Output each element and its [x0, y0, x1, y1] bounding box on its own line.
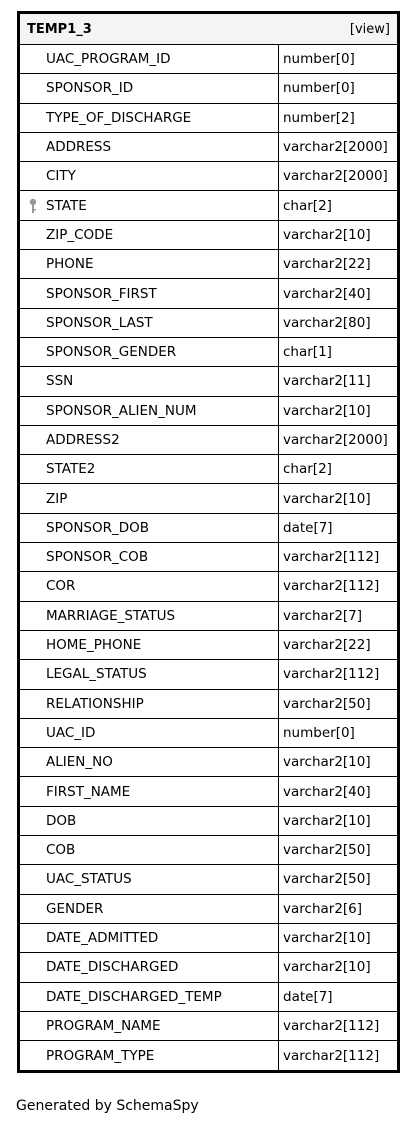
- column-name: CITY: [46, 168, 76, 185]
- column-row: [20, 895, 397, 924]
- column-name: UAC_STATUS: [46, 871, 132, 888]
- column-name-cell: [20, 924, 279, 952]
- column-type: varchar2[10]: [283, 490, 371, 507]
- column-name: SPONSOR_DOB: [46, 519, 150, 536]
- column-type: date[7]: [283, 519, 333, 536]
- entity-title: TEMP1_3: [27, 21, 92, 37]
- column-name-cell: [20, 690, 279, 718]
- column-name: UAC_ID: [46, 724, 96, 741]
- column-type: varchar2[10]: [283, 930, 371, 947]
- column-row: [20, 309, 397, 338]
- column-name-cell: [20, 309, 279, 337]
- footer-generated-by: Generated by SchemaSpy: [16, 1098, 199, 1114]
- column-name-cell: [20, 602, 279, 630]
- column-name-cell: [20, 631, 279, 659]
- column-row: [20, 133, 397, 162]
- column-row: [20, 74, 397, 103]
- column-row: [20, 162, 397, 191]
- column-name-cell: [20, 953, 279, 981]
- column-type: varchar2[10]: [283, 402, 371, 419]
- column-type: number[0]: [283, 724, 355, 741]
- column-type: date[7]: [283, 988, 333, 1005]
- column-type: varchar2[40]: [283, 783, 371, 800]
- column-type: varchar2[112]: [283, 1017, 380, 1034]
- column-type: varchar2[6]: [283, 900, 363, 917]
- column-name-cell: [20, 104, 279, 132]
- column-row: [20, 221, 397, 250]
- column-type: varchar2[10]: [283, 226, 371, 243]
- column-type: varchar2[22]: [283, 256, 371, 273]
- column-type: varchar2[2000]: [283, 139, 388, 156]
- column-name: SPONSOR_GENDER: [46, 344, 177, 361]
- column-row: [20, 514, 397, 543]
- column-name-cell: [20, 74, 279, 102]
- column-name-cell: [20, 572, 279, 600]
- column-name: PHONE: [46, 256, 94, 273]
- column-type: varchar2[10]: [283, 754, 371, 771]
- column-row: [20, 719, 397, 748]
- column-name-cell: [20, 983, 279, 1011]
- column-name: ZIP: [46, 490, 68, 507]
- column-type: varchar2[50]: [283, 871, 371, 888]
- column-type: varchar2[50]: [283, 842, 371, 859]
- column-name-cell: [20, 426, 279, 454]
- column-name-cell: [20, 719, 279, 747]
- column-name: FIRST_NAME: [46, 783, 131, 800]
- column-name: SSN: [46, 373, 74, 390]
- column-row: [20, 807, 397, 836]
- column-row: [20, 1012, 397, 1041]
- column-type: char[2]: [283, 461, 332, 478]
- column-name-cell: [20, 133, 279, 161]
- column-name-cell: [20, 807, 279, 835]
- column-name-cell: [20, 367, 279, 395]
- column-name: SPONSOR_COB: [46, 549, 149, 566]
- column-name-cell: [20, 1041, 279, 1070]
- column-row: [20, 690, 397, 719]
- column-name: COB: [46, 842, 76, 859]
- column-name: ALIEN_NO: [46, 754, 113, 771]
- column-name: UAC_PROGRAM_ID: [46, 51, 171, 68]
- column-type: number[2]: [283, 109, 355, 126]
- column-row: [20, 45, 397, 74]
- column-name: SPONSOR_ID: [46, 80, 134, 97]
- column-row: [20, 777, 397, 806]
- column-name: PROGRAM_NAME: [46, 1017, 161, 1034]
- column-name-cell: [20, 397, 279, 425]
- column-name-cell: [20, 777, 279, 805]
- column-row: [20, 367, 397, 396]
- column-row: [20, 602, 397, 631]
- column-type: varchar2[2000]: [283, 432, 388, 448]
- column-type: varchar2[112]: [283, 578, 380, 595]
- column-name-cell: [20, 1012, 279, 1040]
- column-row: [20, 543, 397, 572]
- column-name: STATE: [46, 197, 87, 214]
- column-name-cell: [20, 865, 279, 893]
- column-row: [20, 338, 397, 367]
- column-name: RELATIONSHIP: [46, 695, 144, 712]
- column-type: char[2]: [283, 197, 332, 214]
- column-name-cell: [20, 191, 279, 219]
- column-name: ADDRESS: [46, 139, 112, 156]
- column-type: number[0]: [283, 51, 355, 68]
- column-type: varchar2[22]: [283, 637, 371, 654]
- column-type: varchar2[10]: [283, 812, 371, 829]
- column-row: [20, 455, 397, 484]
- column-name-cell: [20, 836, 279, 864]
- column-name-cell: [20, 748, 279, 776]
- column-name-cell: [20, 250, 279, 278]
- column-name: COR: [46, 578, 76, 595]
- column-row: [20, 983, 397, 1012]
- column-row: [20, 572, 397, 601]
- column-name: SPONSOR_ALIEN_NUM: [46, 402, 197, 419]
- column-type: char[1]: [283, 344, 332, 361]
- column-name: HOME_PHONE: [46, 637, 142, 654]
- column-name: TYPE_OF_DISCHARGE: [46, 109, 192, 126]
- column-name-cell: [20, 45, 279, 73]
- column-row: [20, 748, 397, 777]
- column-row: [20, 631, 397, 660]
- column-name-cell: [20, 543, 279, 571]
- entity-type-label: [view]: [349, 21, 390, 37]
- column-name: PROGRAM_TYPE: [46, 1047, 155, 1064]
- column-row: [20, 397, 397, 426]
- column-row: [20, 426, 397, 455]
- column-name-cell: [20, 455, 279, 483]
- column-list: [20, 45, 397, 1070]
- column-row: [20, 953, 397, 982]
- column-row: [20, 660, 397, 689]
- column-name: DATE_ADMITTED: [46, 930, 159, 947]
- column-name: MARRIAGE_STATUS: [46, 607, 176, 624]
- column-row: [20, 191, 397, 220]
- column-name-cell: [20, 660, 279, 688]
- column-row: [20, 1041, 397, 1070]
- column-name: STATE2: [46, 461, 96, 478]
- column-name: GENDER: [46, 900, 104, 917]
- column-name-cell: [20, 895, 279, 923]
- column-type: varchar2[7]: [283, 607, 363, 624]
- column-type: varchar2[40]: [283, 285, 371, 302]
- column-name: SPONSOR_FIRST: [46, 285, 157, 302]
- column-row: [20, 484, 397, 513]
- column-type: varchar2[112]: [283, 549, 380, 566]
- column-row: [20, 836, 397, 865]
- entity-table: [17, 11, 400, 1073]
- column-type: varchar2[112]: [283, 1047, 380, 1064]
- entity-header: [20, 14, 397, 45]
- column-type: varchar2[11]: [283, 373, 371, 390]
- column-name: SPONSOR_LAST: [46, 314, 153, 331]
- column-type: varchar2[50]: [283, 695, 371, 712]
- column-name: DATE_DISCHARGED_TEMP: [46, 988, 222, 1005]
- column-name-cell: [20, 484, 279, 512]
- column-name: DATE_DISCHARGED: [46, 959, 179, 976]
- column-name-cell: [20, 338, 279, 366]
- column-row: [20, 924, 397, 953]
- column-row: [20, 865, 397, 894]
- column-row: [20, 279, 397, 308]
- column-name-cell: [20, 279, 279, 307]
- column-name: ADDRESS2: [46, 432, 120, 448]
- column-name-cell: [20, 162, 279, 190]
- column-name-cell: [20, 221, 279, 249]
- column-name-cell: [20, 514, 279, 542]
- column-type: varchar2[112]: [283, 666, 380, 683]
- key-icon: [28, 198, 38, 214]
- column-type: varchar2[80]: [283, 314, 371, 331]
- column-name: LEGAL_STATUS: [46, 666, 147, 683]
- column-type: number[0]: [283, 80, 355, 97]
- column-row: [20, 250, 397, 279]
- column-name: DOB: [46, 812, 77, 829]
- column-row: [20, 104, 397, 133]
- column-name: ZIP_CODE: [46, 226, 114, 243]
- column-type: varchar2[10]: [283, 959, 371, 976]
- column-type: varchar2[2000]: [283, 168, 388, 185]
